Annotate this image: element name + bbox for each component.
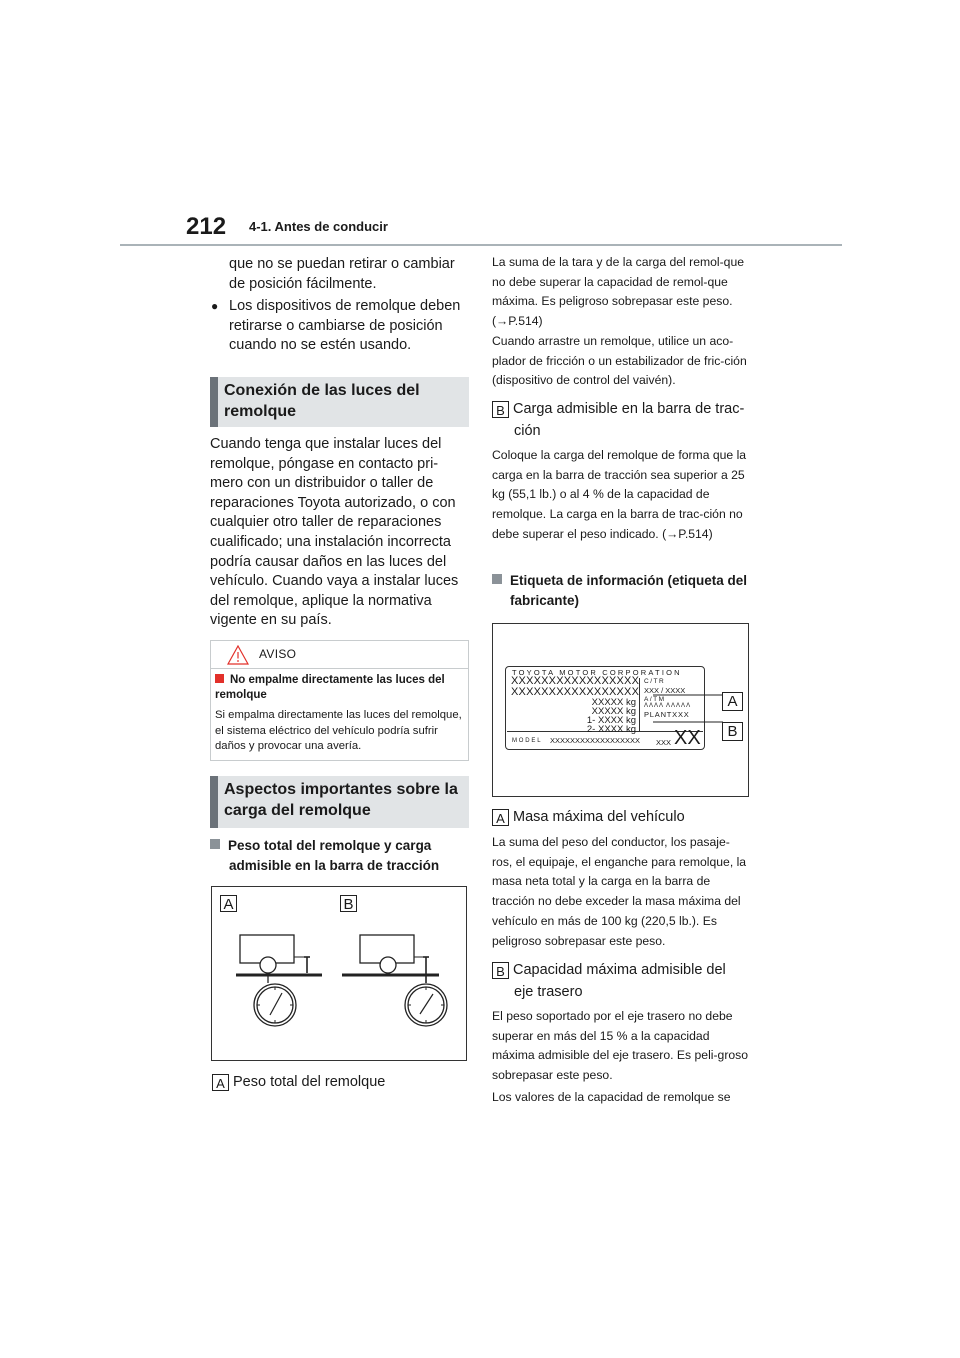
label-plant: PLANTXXX xyxy=(644,710,690,719)
warning-square-icon xyxy=(215,674,224,683)
warning-header xyxy=(211,641,468,669)
legend-a-total-weight xyxy=(212,1073,472,1091)
label-ctr: C/TR xyxy=(644,678,666,685)
subsection-b-drawbar xyxy=(492,398,752,442)
subsection-b-title-line1: Carga admisible en la barra de trac- xyxy=(513,401,745,417)
label-kg1: XXXXX kg xyxy=(591,697,636,708)
paragraph-drawbar-load: Coloque la carga del remolque de forma que la carga en la barra de tracción sea superior a 25 kg (55,1 lb.) o al 4 % de la capacidad de remolque. La carga en la barra de trac-ción no debe superar el peso indicado. (→P.514) xyxy=(492,448,747,541)
paragraph-rear-axle: El peso soportado por el eje trasero no debe superar en más del 15 % a la capacidad máxima admisible del eje trasero. Es peli-groso sobrepasar este peso. xyxy=(492,1009,749,1083)
bullet-text: Los dispositivos de remolque deben retirarse o cambiarse de posición cuando no se estén usando. xyxy=(229,298,461,354)
label-xline1: XXXXXXXXXXXXXXXXX xyxy=(511,675,640,687)
legend-a-text: Peso total del remolque xyxy=(233,1074,386,1090)
legend-letter-a: A xyxy=(212,1074,229,1091)
label-atm: A/TM xyxy=(644,696,666,703)
subsection-a-max-mass xyxy=(492,808,752,826)
subsection-b2-title-line2: eje trasero xyxy=(514,984,583,1000)
paragraph-tare: La suma de la tara y de la carga del remol-que no debe superar la capacidad de remol-que máxima. Es peligroso sobrepasar este peso. (→P.514) xyxy=(492,255,745,329)
figure-label-a: A xyxy=(220,895,237,912)
label-xxx-xxxx: XXX / XXXX xyxy=(644,686,686,695)
subheading-info-label xyxy=(492,571,772,610)
warning-text: Si empalma directamente las luces del remolque, el sistema eléctrico del vehículo podría sufrir daños y provocar una avería. xyxy=(215,709,462,752)
label-plate: TOYOTA MOTOR CORPORATION XXXXXXXXXXXXXXXXX XXXXXXXXXXXXXXXXX XXXXX kg XXXXX kg 1- XXXX kg 2- XXXX kg C/TR XXX / XXXX A/TM ΛΛΛΛ ΛΛΛΛΛ PLANTXXX MODEL XXXXXXXXXXXXXXXXXX XXX XX xyxy=(505,666,705,750)
bullet-item xyxy=(229,297,469,356)
paragraph-max-mass: La suma del peso del conductor, los pasaje-ros, el equipaje, el enganche para remolque, la masa neta total y la carga en la barra de tracción no debe exceder la masa máxima del vehículo en más de 100 kg (220,5 lb.). Es peligroso sobrepasar este peso. xyxy=(492,835,747,948)
subheading-info-label-text: Etiqueta de información (etiqueta del fabricante) xyxy=(510,573,748,608)
paragraph-coupler: Cuando arrastre un remolque, utilice un aco-plador de fricción o un estabilizador de fric-ción (dispositivo de control del vaivén). xyxy=(492,334,747,388)
warning-heading xyxy=(215,673,465,703)
callout-b: B xyxy=(722,722,743,741)
subsection-a-title: Masa máxima del vehículo xyxy=(513,809,685,825)
paragraph-towing-values: Los valores de la capacidad de remolque se xyxy=(492,1090,731,1104)
callout-lines xyxy=(493,624,748,796)
subsection-b2-title-line1: Capacidad máxima admisible del xyxy=(513,962,726,978)
label-xxx: XXX xyxy=(656,738,672,747)
label-kg2: XXXXX kg xyxy=(591,706,636,717)
page-number: 212 xyxy=(186,213,227,240)
subheading-total-weight-text: Peso total del remolque y carga admisible en la barra de tracción xyxy=(228,838,440,873)
warning-heading-text: No empalme directamente las luces del remolque xyxy=(215,674,445,701)
section-heading-lights: Conexión de las luces del remolque xyxy=(210,377,469,427)
warning-triangle-icon xyxy=(227,645,249,665)
paragraph-continuation: que no se puedan retirar o cambiar de posición fácilmente. xyxy=(229,256,455,292)
chapter-title: 4-1. Antes de conducir xyxy=(249,219,388,234)
square-bullet-icon xyxy=(210,839,220,849)
trailer-scale-illustration xyxy=(212,887,466,1060)
subsection-letter-a: A xyxy=(492,809,509,826)
label-model: MODEL xyxy=(512,738,543,744)
section-lights-text: Cuando tenga que instalar luces del remolque, póngase en contacto pri-mero con un distribuidor o taller de reparaciones Toyota autorizado, o con cualquier otro taller de reparaciones cualificado; una instalación incorrecta podría causar daños en las luces del vehículo. Cuando vaya a instalar luces del remolque, aplique la normativa vigente en su país. xyxy=(210,436,459,629)
label-kg4: 2- XXXX kg xyxy=(586,724,636,735)
subsection-letter-b2: B xyxy=(492,962,509,979)
label-xline2: XXXXXXXXXXXXXXXXX xyxy=(511,686,640,698)
section-heading-load: Aspectos importantes sobre la carga del remolque xyxy=(210,776,469,828)
callout-a: A xyxy=(722,692,743,711)
label-model-x: XXXXXXXXXXXXXXXXXX xyxy=(550,736,641,745)
label-corp: TOYOTA MOTOR CORPORATION xyxy=(512,668,682,677)
subsection-b-rear-axle xyxy=(492,959,752,1003)
label-big-xx: XX xyxy=(674,727,701,749)
manufacturer-label-figure xyxy=(492,623,749,797)
label-kg3: 1- XXXX kg xyxy=(586,715,636,726)
warning-box xyxy=(210,640,469,761)
figure-label-b: B xyxy=(340,895,357,912)
subsection-letter-b: B xyxy=(492,401,509,418)
warning-label: AVISO xyxy=(259,647,297,661)
header-rule xyxy=(120,244,842,246)
subheading-total-weight xyxy=(210,836,491,875)
subsection-b-title-line2: ción xyxy=(514,423,541,439)
trailer-weight-figure xyxy=(211,886,467,1061)
square-bullet-icon xyxy=(492,574,502,584)
